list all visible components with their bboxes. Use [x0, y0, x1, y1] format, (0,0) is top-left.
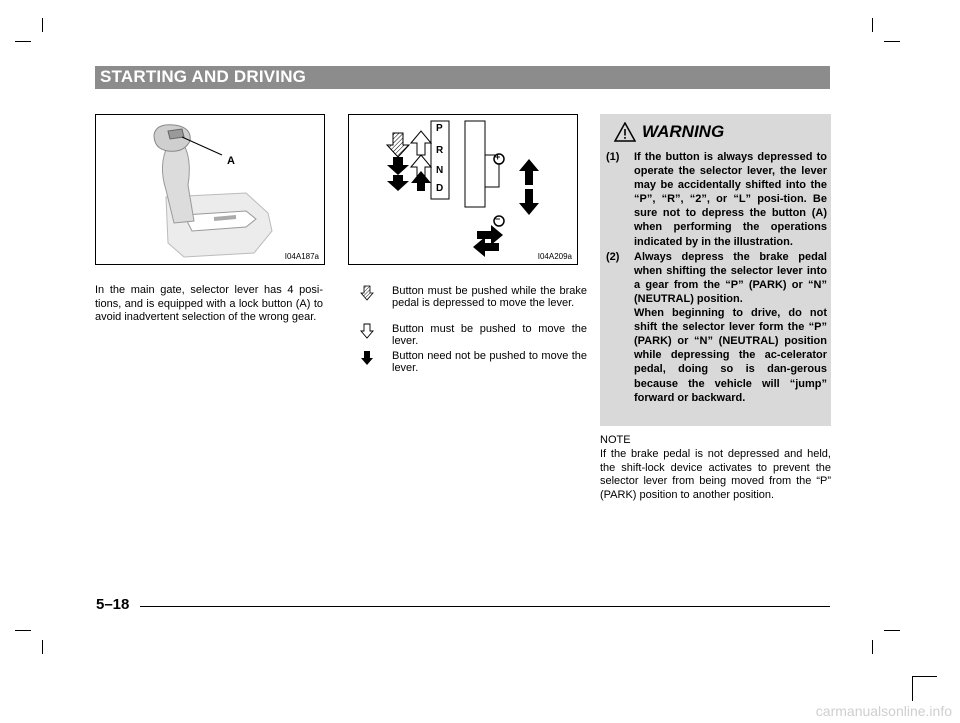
- crop-mark: [42, 18, 43, 32]
- crop-mark: [15, 41, 31, 42]
- crop-mark: [912, 676, 913, 701]
- solid-arrow-icon: [387, 157, 409, 175]
- footer-rule: [140, 606, 830, 607]
- gate-pattern-illustration: [349, 115, 577, 264]
- warning-item-number: (2): [606, 250, 620, 263]
- note-label: NOTE: [600, 434, 631, 446]
- crop-mark: [42, 640, 43, 654]
- shift-lever-illustration: [96, 115, 324, 264]
- crop-mark: [912, 676, 937, 677]
- intro-paragraph: In the main gate, selector lever has 4 posi-tions, and is equipped with a lock button (A) to avoid inadvertent selection of the wrong gear.: [95, 284, 323, 324]
- warning-item-text: If the button is always depressed to operate the selector lever, the lever may be accidentally shifted into the “P”, “R”, “2”, or “L” posi-tion. Be sure not to depress the button (A) when performing the operations indicated by in the illustration.: [634, 151, 827, 248]
- solid-arrow-icon: [360, 350, 374, 366]
- legend-text: Button need not be pushed to move the lever.: [392, 350, 587, 375]
- warning-item-number: (1): [606, 151, 620, 163]
- warning-triangle-icon: [614, 122, 636, 142]
- section-header: [95, 66, 830, 89]
- legend-text: Button must be pushed to move the lever.: [392, 323, 587, 348]
- gate-letter-d: D: [436, 183, 444, 194]
- section-title: STARTING AND DRIVING: [100, 67, 307, 86]
- crop-mark: [872, 640, 873, 654]
- solid-arrow-icon: [387, 175, 409, 191]
- watermark: carmanualsonline.info: [815, 703, 952, 719]
- shift-lever-figure: [95, 114, 325, 265]
- figure-code: I04A209a: [537, 252, 572, 261]
- outline-arrow-icon: [411, 131, 431, 155]
- warning-item: [606, 250, 827, 405]
- plus-symbol: +: [495, 152, 501, 162]
- warning-box: [600, 114, 831, 426]
- minus-symbol: −: [495, 214, 501, 224]
- warning-item-text: Always depress the brake pedal when shifting the selector lever into a gear from the “P” (PARK) or “N” (NEUTRAL) position.: [634, 250, 827, 305]
- warning-list: [606, 150, 827, 405]
- solid-arrow-icon: [411, 171, 431, 191]
- legend-text: Button must be pushed while the brake pedal is depressed to move the lever.: [392, 285, 587, 310]
- page-number: 5–18: [96, 596, 130, 613]
- legend-item: [360, 285, 590, 325]
- hatched-arrow-icon: [360, 285, 374, 301]
- gate-letter-n: N: [436, 165, 444, 176]
- legend-item: [360, 350, 590, 378]
- callout-a: A: [227, 155, 235, 167]
- gate-letter-p: P: [436, 123, 443, 134]
- hatched-arrow-icon: [387, 133, 409, 157]
- crop-mark: [884, 41, 900, 42]
- gate-letter-r: R: [436, 145, 444, 156]
- figure-code: I04A187a: [284, 252, 319, 261]
- crop-mark: [884, 630, 900, 631]
- outline-arrow-icon: [360, 323, 374, 339]
- crop-mark: [872, 18, 873, 32]
- warning-item-text: When beginning to drive, do not shift the selector lever form the “P” (PARK) or “N” (NEUTRAL) position while depressing the ac-celerator pedal, doing so is dan-gerous because the vehicle will “jump” forward or backward.: [634, 307, 827, 404]
- note-text: If the brake pedal is not depressed and held, the shift-lock device activates to prevent the selector lever from being moved from the “P” (PARK) position to another position.: [600, 448, 831, 501]
- legend-item: [360, 323, 590, 351]
- warning-title: WARNING: [642, 122, 725, 141]
- crop-mark: [15, 630, 31, 631]
- warning-item: [606, 150, 827, 249]
- gate-pattern-figure: [348, 114, 578, 265]
